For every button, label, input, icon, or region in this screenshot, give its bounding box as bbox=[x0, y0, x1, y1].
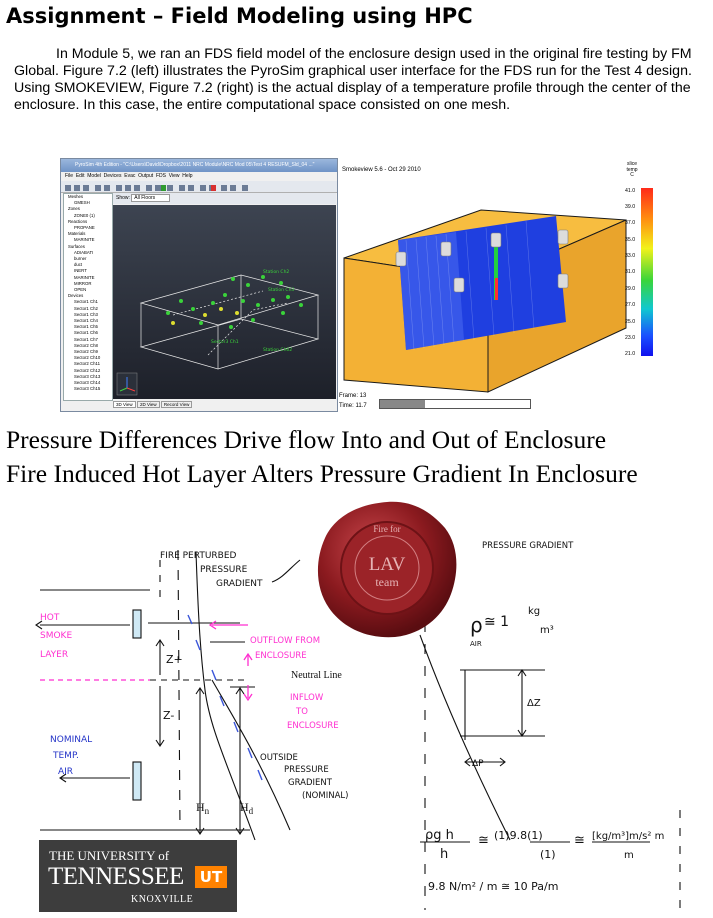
colorbar-tick: 27.0 bbox=[625, 302, 636, 308]
hd-label bbox=[240, 800, 254, 816]
eq-rho-g-h: ρg h bbox=[425, 828, 454, 843]
colorbar bbox=[641, 188, 653, 356]
headline-pressure-differences: Pressure Differences Drive flow Into and Out of Enclosure bbox=[6, 425, 607, 454]
tree-item[interactable]: Sector2 Ch10 bbox=[74, 355, 101, 361]
colorbar-tick: 25.0 bbox=[625, 319, 636, 325]
tree-item[interactable]: Sector2 Ch11 bbox=[74, 361, 100, 367]
nominal-label-line: NOMINAL bbox=[50, 735, 93, 745]
show-label: Show: bbox=[116, 195, 130, 201]
eq-approx-1: ≅ bbox=[478, 833, 489, 848]
colorbar-tick: 41.0 bbox=[625, 188, 636, 194]
eq-denominator-h: h bbox=[440, 847, 449, 862]
pyrosim-toolbar bbox=[61, 181, 337, 193]
menu-item[interactable]: Devices bbox=[103, 173, 122, 179]
tree-item[interactable]: INERT bbox=[74, 268, 87, 274]
time-slider[interactable] bbox=[379, 399, 531, 409]
colorbar-title-line: temp bbox=[626, 166, 638, 173]
tree-item[interactable]: PROPANE bbox=[74, 225, 95, 231]
colorbar-title-line: slice bbox=[626, 161, 637, 167]
z-plus-label: Z+ bbox=[166, 653, 183, 666]
tree-item[interactable]: Sector2 Ch9 bbox=[74, 349, 98, 355]
tree-item[interactable]: OPEN bbox=[74, 287, 87, 293]
intro-paragraph: In Module 5, we ran an FDS field model of the enclosure design used in the original fire testing by FM Global. Figure 7.2 (left) illustrates the PyroSim graphical user interface for the FDS run for the Test 4 design. Using SMOKEVIEW, Figure 7.2 (right) is the actual display of a temperature profile through the center of the enclosure. In this case, the entire computational space consisted on one mesh. bbox=[14, 46, 692, 113]
rho-value: ≅ 1 bbox=[484, 614, 510, 630]
hd-main: H bbox=[240, 800, 249, 814]
rho-unit-bottom: m³ bbox=[540, 625, 554, 636]
colorbar-tick: 37.0 bbox=[625, 220, 636, 226]
hn-main: H bbox=[196, 800, 205, 814]
colorbar-tick: 23.0 bbox=[625, 335, 636, 341]
seal-sub-text: team bbox=[375, 575, 399, 589]
seal-main-text: LAV bbox=[368, 554, 406, 575]
tree-item[interactable]: Sector3 Ch15 bbox=[74, 386, 101, 392]
frame-readout: Frame: 13 bbox=[339, 393, 367, 399]
tree-item[interactable]: Sector1 Ch2 bbox=[74, 305, 98, 311]
menu-item[interactable]: File bbox=[65, 173, 74, 179]
eq-numeric: (1)9.8(1) bbox=[494, 829, 543, 842]
eq-approx-2: ≅ bbox=[574, 833, 585, 848]
colorbar-title-line: C bbox=[630, 172, 634, 178]
colorbar-tick: 33.0 bbox=[625, 253, 636, 259]
menu-item[interactable]: Edit bbox=[75, 173, 85, 179]
tree-item[interactable]: ADIABATI bbox=[74, 249, 94, 255]
tree-item[interactable]: Sector3 Ch14 bbox=[74, 380, 101, 386]
hot-layer-line: HOT bbox=[40, 613, 60, 623]
eq-result: 9.8 N/m² / m ≅ 10 Pa/m bbox=[428, 880, 559, 893]
tree-item[interactable]: MIRROR bbox=[74, 280, 92, 286]
hn-label bbox=[196, 800, 210, 816]
tree-item[interactable]: Reactions bbox=[68, 218, 88, 224]
outflow-label-line: OUTFLOW FROM bbox=[250, 636, 321, 646]
tree-item[interactable]: Devices bbox=[68, 293, 84, 299]
eq-units: [kg/m³]m/s² m bbox=[592, 831, 665, 842]
menu-item[interactable]: Help bbox=[182, 173, 193, 179]
menu-item[interactable]: Evac bbox=[124, 173, 136, 179]
colorbar-tick: 21.0 bbox=[625, 351, 636, 357]
tree-item[interactable]: GMESH bbox=[74, 200, 90, 206]
delta-z-label: ΔZ bbox=[527, 698, 541, 709]
tree-item[interactable]: Sector2 Ch12 bbox=[74, 367, 101, 373]
tree-item[interactable]: duct bbox=[74, 262, 83, 268]
logo-line-2: TENNESSEE bbox=[48, 863, 184, 890]
menu-item[interactable]: FDS bbox=[155, 173, 166, 179]
nominal-label-line: TEMP. bbox=[53, 751, 79, 761]
menu-item[interactable]: Output bbox=[138, 173, 154, 179]
inflow-label-line: ENCLOSURE bbox=[287, 721, 339, 731]
outside-label-line: (NOMINAL) bbox=[302, 791, 349, 801]
tree-item[interactable]: Sector1 Ch1 bbox=[74, 299, 98, 305]
tree-item[interactable]: Sector1 Ch7 bbox=[74, 336, 98, 342]
tree-item[interactable]: Meshes bbox=[68, 194, 84, 199]
pyrosim-3d-view[interactable] bbox=[113, 205, 336, 399]
outside-label-line: OUTSIDE bbox=[260, 753, 298, 763]
z-minus-label: Z- bbox=[163, 709, 175, 722]
logo-line-1: THE UNIVERSITY of bbox=[49, 848, 170, 863]
ut-mark: UT bbox=[195, 866, 227, 888]
hn-sub: n bbox=[204, 806, 210, 816]
tab-2d-view[interactable]: 2D View bbox=[137, 401, 160, 408]
tree-item[interactable]: Sector1 Ch3 bbox=[74, 311, 98, 317]
tree-item[interactable]: burner bbox=[74, 256, 87, 262]
smokeview-render bbox=[336, 170, 636, 395]
rho-symbol: ρ bbox=[470, 613, 483, 637]
fire-label-line: PRESSURE bbox=[200, 565, 248, 575]
pyrosim-menubar bbox=[61, 172, 337, 181]
fire-label-line: FIRE PERTURBED bbox=[160, 551, 237, 561]
tree-item[interactable]: Sector2 Ch8 bbox=[74, 342, 98, 348]
outside-label-line: GRADIENT bbox=[288, 778, 332, 788]
inflow-label-line: INFLOW bbox=[290, 693, 324, 703]
tree-item[interactable]: Sector1 Ch4 bbox=[74, 318, 98, 324]
inflow-label-line: TO bbox=[296, 707, 308, 717]
model-label: Station Ch62 bbox=[263, 348, 293, 353]
pyrosim-titlebar: PyroSim 4th Edition - "C:\Users\David\Dropbox\2011 NRC Module\NRC Mod 05\Test 4 RESUFM_Sld_04 ..." bbox=[61, 159, 337, 172]
tree-item[interactable]: Zones bbox=[68, 206, 80, 212]
smokeview-caption: Smokeview 5.6 - Oct 29 2010 bbox=[342, 167, 421, 173]
nominal-label-line: AIR bbox=[58, 767, 74, 777]
show-select[interactable]: All Floors bbox=[131, 194, 170, 202]
wax-seal-graphic bbox=[313, 498, 461, 640]
tree-item[interactable]: ZONE0 (1) bbox=[74, 212, 95, 218]
tree-item[interactable]: Sector1 Ch6 bbox=[74, 330, 98, 336]
wireframe-model bbox=[113, 205, 336, 399]
pyrosim-screenshot bbox=[60, 158, 338, 412]
pyrosim-view-toolbar bbox=[113, 193, 336, 204]
hot-layer-line: LAYER bbox=[40, 650, 69, 660]
hot-layer-line: SMOKE bbox=[40, 631, 73, 641]
colorbar-tick: 29.0 bbox=[625, 286, 636, 292]
rho-subscript: AIR bbox=[470, 640, 482, 648]
tree-item[interactable]: MARINITE bbox=[74, 274, 95, 280]
outside-label-line: PRESSURE bbox=[284, 765, 329, 775]
tree-item[interactable]: MARINITE bbox=[74, 237, 95, 243]
page-title: Assignment – Field Modeling using HPC bbox=[6, 4, 473, 28]
model-label: Sector3 Ch1 bbox=[211, 340, 239, 345]
lav-team-wax-seal bbox=[313, 498, 461, 640]
tree-item[interactable]: Surfaces bbox=[68, 243, 85, 249]
colorbar-title bbox=[620, 162, 644, 179]
model-label: Station Ch3 bbox=[268, 288, 295, 293]
hd-sub: d bbox=[248, 806, 254, 816]
neutral-line-label: Neutral Line bbox=[291, 670, 342, 681]
pyrosim-navigation-tree bbox=[63, 193, 113, 401]
fire-label-line: GRADIENT bbox=[216, 579, 263, 589]
tree-item[interactable]: Sector3 Ch13 bbox=[74, 373, 101, 379]
time-slider-fill bbox=[380, 400, 425, 408]
eq-units-den: m bbox=[624, 850, 634, 861]
tab-3d-view[interactable]: 3D View bbox=[113, 401, 136, 408]
pressure-gradient-label: PRESSURE GRADIENT bbox=[482, 541, 574, 551]
logo-line-3: KNOXVILLE bbox=[131, 894, 194, 905]
colorbar-tick: 39.0 bbox=[625, 204, 636, 210]
tab-record-view[interactable]: Record View bbox=[161, 401, 192, 408]
eq-numeric-den: (1) bbox=[540, 848, 556, 861]
delta-p-label: ΔP bbox=[472, 759, 484, 769]
rho-unit-top: kg bbox=[528, 606, 541, 617]
menu-item[interactable]: Model bbox=[87, 173, 101, 179]
colorbar-tick: 35.0 bbox=[625, 237, 636, 243]
tree-item[interactable]: Materials bbox=[68, 231, 86, 237]
colorbar-tick: 31.0 bbox=[625, 269, 636, 275]
headline-hot-layer: Fire Induced Hot Layer Alters Pressure Gradient In Enclosure bbox=[6, 459, 638, 488]
time-readout: Time: 11.7 bbox=[339, 403, 367, 409]
menu-item[interactable]: View bbox=[168, 173, 180, 179]
pyrosim-view-tabs bbox=[113, 399, 336, 410]
university-of-tennessee-logo bbox=[39, 840, 237, 912]
model-label: Station Ch2 bbox=[263, 270, 290, 275]
seal-ring-text: Fire for bbox=[373, 524, 401, 534]
outflow-label-line: ENCLOSURE bbox=[255, 651, 307, 661]
tree-item[interactable]: Sector1 Ch5 bbox=[74, 324, 98, 330]
